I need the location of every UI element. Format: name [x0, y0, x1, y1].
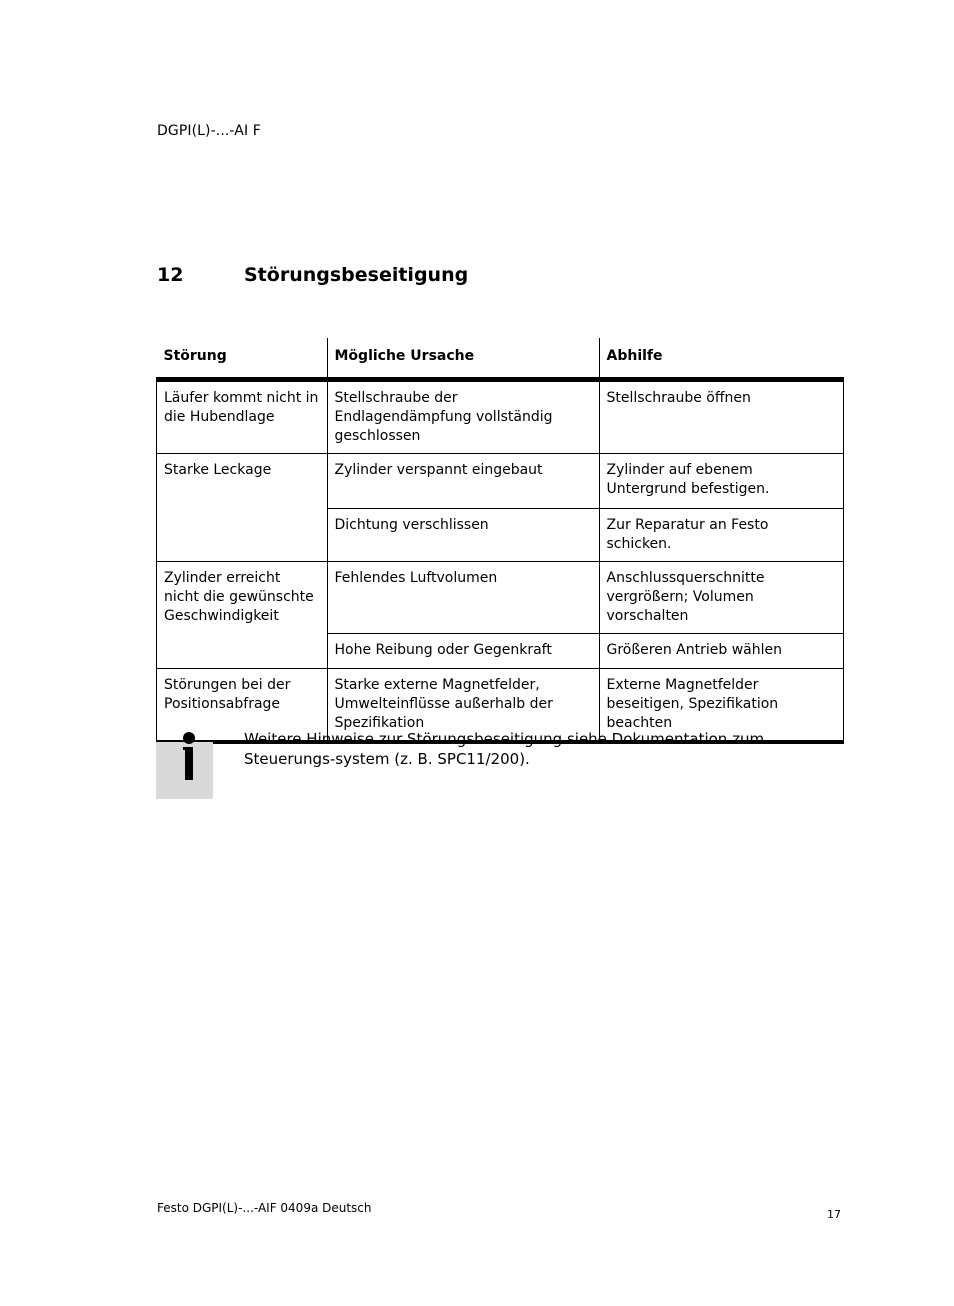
table-header-row — [157, 338, 844, 380]
remedy-cell: Zylinder auf ebenem Untergrund befestigen. — [599, 454, 844, 509]
header-code: DGPI(L)-...-AI F — [157, 123, 261, 139]
fault-cell: Läufer kommt nicht in die Hubendlage — [157, 380, 328, 454]
info-note-text: Weitere Hinweise zur Störungsbeseitigung siehe Dokumentation zum Steuerungs-system (z. B. SPC11/200). — [244, 730, 765, 768]
remedy-cell: Größeren Antrieb wählen — [599, 634, 844, 669]
page-number: 17 — [827, 1208, 841, 1221]
cause-cell: Starke externe Magnetfelder, Umwelteinflüsse außerhalb der Spezifikation — [327, 669, 599, 743]
remedy-cell: Externe Magnetfelder beseitigen, Spezifikation beachten — [599, 669, 844, 743]
cause-cell: Zylinder verspannt eingebaut — [327, 454, 599, 509]
info-glyph-icon — [156, 728, 213, 799]
section-number: 12 — [157, 264, 184, 286]
remedy-cell: Anschlussquerschnitte vergrößern; Volumen vorschalten — [599, 562, 844, 634]
column-header-fault: Störung — [157, 338, 328, 380]
table-row — [157, 454, 844, 509]
cause-cell: Stellschraube der Endlagendämpfung vollständig geschlossen — [327, 380, 599, 454]
fault-cell: Starke Leckage — [157, 454, 328, 562]
fault-cell: Zylinder erreicht nicht die gewünschte Geschwindigkeit — [157, 562, 328, 669]
cause-cell: Hohe Reibung oder Gegenkraft — [327, 634, 599, 669]
table-row — [157, 562, 844, 634]
footer-document: Festo DGPI(L)-...-AIF 0409a Deutsch — [157, 1201, 372, 1215]
section-title: Störungsbeseitigung — [244, 264, 469, 286]
remedy-cell: Zur Reparatur an Festo schicken. — [599, 509, 844, 562]
table-row — [157, 380, 844, 454]
remedy-cell: Stellschraube öffnen — [599, 380, 844, 454]
fault-cell: Störungen bei der Positionsabfrage — [157, 669, 328, 743]
troubleshooting-table — [156, 338, 844, 744]
column-header-remedy: Abhilfe — [599, 338, 844, 380]
cause-cell: Fehlendes Luftvolumen — [327, 562, 599, 634]
column-header-cause: Mögliche Ursache — [327, 338, 599, 380]
cause-cell: Dichtung verschlissen — [327, 509, 599, 562]
